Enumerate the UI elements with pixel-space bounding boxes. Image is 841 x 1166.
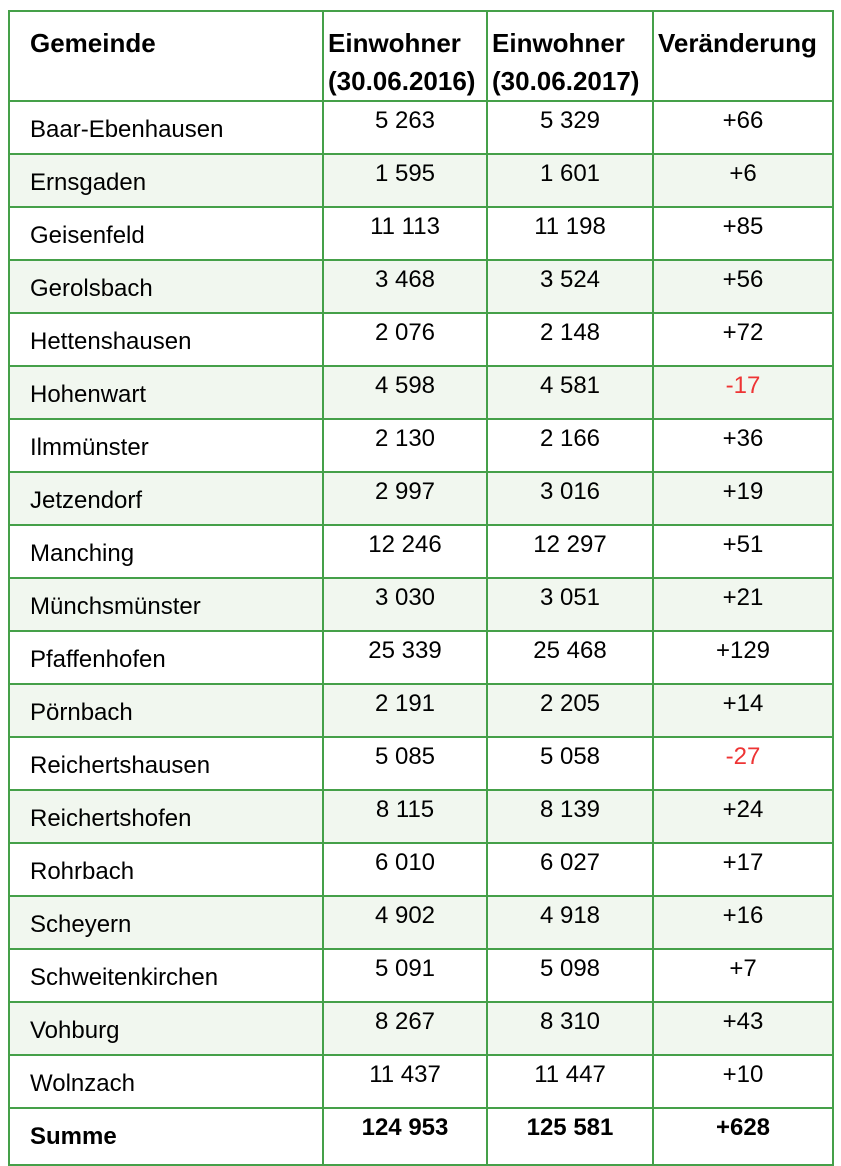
table-row [9, 843, 833, 896]
pop-2016-cell: 12 246 [323, 525, 487, 578]
gemeinde-cell: Hohenwart [9, 366, 323, 419]
pop-2017-cell: 11 198 [487, 207, 653, 260]
table-row [9, 949, 833, 1002]
pop-2016-cell: 8 115 [323, 790, 487, 843]
gemeinde-cell: Rohrbach [9, 843, 323, 896]
pop-2017-cell: 2 205 [487, 684, 653, 737]
gemeinde-cell: Schweitenkirchen [9, 949, 323, 1002]
table-row [9, 684, 833, 737]
table-header-row [9, 11, 833, 101]
table-row [9, 366, 833, 419]
change-cell: +10 [653, 1055, 833, 1108]
table-row [9, 790, 833, 843]
gemeinde-cell: Jetzendorf [9, 472, 323, 525]
table-row [9, 260, 833, 313]
pop-2017-cell: 25 468 [487, 631, 653, 684]
table-row [9, 578, 833, 631]
change-cell: +24 [653, 790, 833, 843]
table-row [9, 154, 833, 207]
pop-2017-cell: 11 447 [487, 1055, 653, 1108]
header-einwohner-2017 [487, 11, 653, 101]
gemeinde-cell: Baar-Ebenhausen [9, 101, 323, 154]
pop-2016-cell: 8 267 [323, 1002, 487, 1055]
pop-2017-cell: 6 027 [487, 843, 653, 896]
pop-2016-cell: 4 902 [323, 896, 487, 949]
change-cell: +72 [653, 313, 833, 366]
pop-2017-cell: 4 918 [487, 896, 653, 949]
gemeinde-cell: Manching [9, 525, 323, 578]
gemeinde-cell: Münchsmünster [9, 578, 323, 631]
pop-2017-cell: 5 058 [487, 737, 653, 790]
gemeinde-cell: Gerolsbach [9, 260, 323, 313]
pop-2016-cell: 2 191 [323, 684, 487, 737]
gemeinde-cell: Reichertshofen [9, 790, 323, 843]
pop-2017-cell: 2 148 [487, 313, 653, 366]
table-row [9, 207, 833, 260]
header-einwohner-2017-line2: (30.06.2017) [492, 65, 640, 96]
change-cell: +66 [653, 101, 833, 154]
header-veraenderung-label: Veränderung [658, 28, 817, 58]
change-cell: +21 [653, 578, 833, 631]
change-cell: +36 [653, 419, 833, 472]
table-row [9, 631, 833, 684]
table-row [9, 419, 833, 472]
table-row [9, 313, 833, 366]
change-cell: +17 [653, 843, 833, 896]
header-einwohner-2016-line2: (30.06.2016) [328, 65, 476, 96]
table-row [9, 1055, 833, 1108]
total-change-cell: +628 [653, 1108, 833, 1165]
total-pop-2017-cell: 125 581 [487, 1108, 653, 1165]
table-row [9, 525, 833, 578]
pop-2016-cell: 6 010 [323, 843, 487, 896]
pop-2016-cell: 5 263 [323, 101, 487, 154]
pop-2017-cell: 8 310 [487, 1002, 653, 1055]
pop-2017-cell: 3 051 [487, 578, 653, 631]
pop-2016-cell: 1 595 [323, 154, 487, 207]
change-cell: +129 [653, 631, 833, 684]
table-row [9, 1002, 833, 1055]
population-table [8, 10, 834, 1166]
change-cell: +43 [653, 1002, 833, 1055]
table-row [9, 101, 833, 154]
pop-2017-cell: 4 581 [487, 366, 653, 419]
pop-2016-cell: 2 130 [323, 419, 487, 472]
pop-2016-cell: 3 468 [323, 260, 487, 313]
header-einwohner-2017-line1: Einwohner [492, 28, 625, 58]
gemeinde-cell: Geisenfeld [9, 207, 323, 260]
gemeinde-cell: Scheyern [9, 896, 323, 949]
change-cell: +56 [653, 260, 833, 313]
header-gemeinde-label: Gemeinde [30, 28, 156, 58]
total-label-cell: Summe [9, 1108, 323, 1165]
change-cell: +7 [653, 949, 833, 1002]
header-einwohner-2016-line1: Einwohner [328, 28, 461, 58]
pop-2016-cell: 2 076 [323, 313, 487, 366]
pop-2016-cell: 2 997 [323, 472, 487, 525]
pop-2017-cell: 3 016 [487, 472, 653, 525]
pop-2017-cell: 8 139 [487, 790, 653, 843]
gemeinde-cell: Pörnbach [9, 684, 323, 737]
header-veraenderung [653, 11, 833, 101]
change-cell: -27 [653, 737, 833, 790]
header-einwohner-2016 [323, 11, 487, 101]
change-cell: +14 [653, 684, 833, 737]
table-body [9, 101, 833, 1165]
table-row [9, 472, 833, 525]
gemeinde-cell: Ernsgaden [9, 154, 323, 207]
gemeinde-cell: Vohburg [9, 1002, 323, 1055]
gemeinde-cell: Wolnzach [9, 1055, 323, 1108]
pop-2016-cell: 5 085 [323, 737, 487, 790]
pop-2017-cell: 3 524 [487, 260, 653, 313]
pop-2017-cell: 5 329 [487, 101, 653, 154]
table-row [9, 737, 833, 790]
pop-2016-cell: 11 113 [323, 207, 487, 260]
gemeinde-cell: Ilmmünster [9, 419, 323, 472]
pop-2016-cell: 25 339 [323, 631, 487, 684]
change-cell: +16 [653, 896, 833, 949]
table-row [9, 896, 833, 949]
gemeinde-cell: Pfaffenhofen [9, 631, 323, 684]
pop-2017-cell: 5 098 [487, 949, 653, 1002]
pop-2016-cell: 11 437 [323, 1055, 487, 1108]
pop-2017-cell: 12 297 [487, 525, 653, 578]
pop-2016-cell: 3 030 [323, 578, 487, 631]
change-cell: +51 [653, 525, 833, 578]
change-cell: +19 [653, 472, 833, 525]
change-cell: +85 [653, 207, 833, 260]
gemeinde-cell: Reichertshausen [9, 737, 323, 790]
change-cell: +6 [653, 154, 833, 207]
total-row [9, 1108, 833, 1165]
header-gemeinde [9, 11, 323, 101]
gemeinde-cell: Hettenshausen [9, 313, 323, 366]
change-cell: -17 [653, 366, 833, 419]
pop-2017-cell: 2 166 [487, 419, 653, 472]
total-pop-2016-cell: 124 953 [323, 1108, 487, 1165]
pop-2017-cell: 1 601 [487, 154, 653, 207]
pop-2016-cell: 4 598 [323, 366, 487, 419]
pop-2016-cell: 5 091 [323, 949, 487, 1002]
